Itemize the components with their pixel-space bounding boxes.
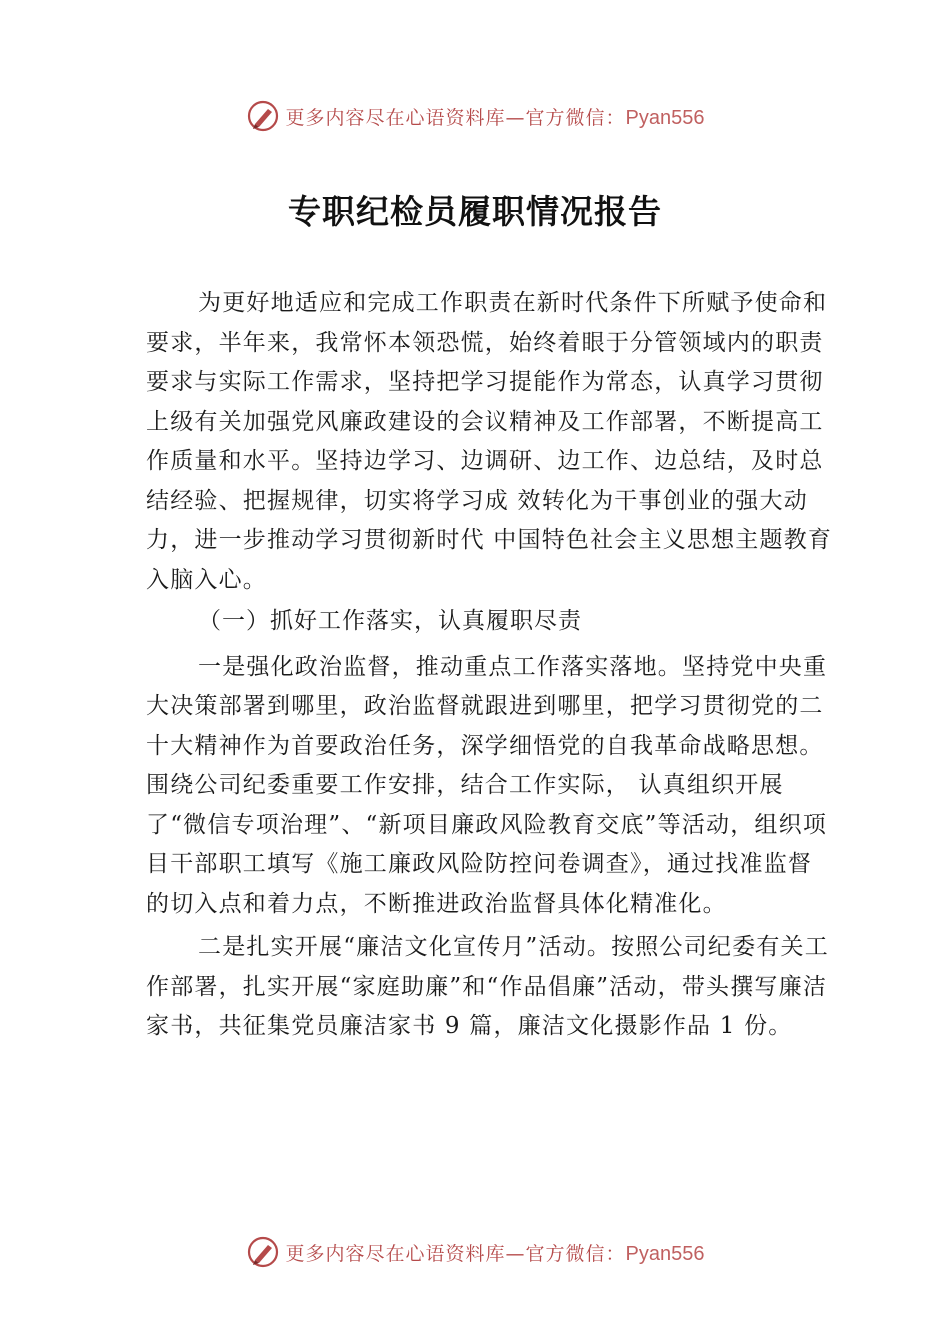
watermark-text: 更多内容尽在心语资料库—官方微信：Pyan556 — [285, 106, 705, 129]
pen-logo-icon — [246, 99, 280, 133]
paragraph-integrity-month: 二是扎实开展“廉洁文化宣传月”活动。按照公司纪委有关工作部署，扎实开展“家庭助廉”和“作品倡廉”活动，带头撰写廉洁家书，共征集党员廉洁家书 9 篇，廉洁文化摄影作品 1 份。 — [146, 934, 829, 1039]
section-heading: （一）抓好工作落实，认真履职尽责 — [198, 608, 582, 634]
paragraph-political-supervision: 一是强化政治监督，推动重点工作落实落地。坚持党中央重大决策部署到哪里，政治监督就跟进到哪里，把学习贯彻党的二十大精神作为首要政治任务，深学细悟党的自我革命战略思想。围绕公司纪委重要工作安排，结合工作实际， 认真组织开展了“微信专项治理”、“新项目廉政风险教育交底”等活动，组织项目干部职工填写《施工廉政风险防控问卷调查》，通过找准监督的切入点和着力点，不断推进政治监督具体化精准化。 — [146, 653, 828, 917]
watermark-footer — [0, 1232, 950, 1272]
document-title: 专职纪检员履职情况报告 — [288, 192, 662, 231]
watermark-text: 更多内容尽在心语资料库—官方微信：Pyan556 — [285, 1242, 705, 1265]
document-body — [146, 284, 836, 1047]
watermark-header — [0, 96, 950, 136]
paragraph-intro: 为更好地适应和完成工作职责在新时代条件下所赋予使命和要求，半年来，我常怀本领恐慌，始终着眼于分管领域内的职责要求与实际工作需求，坚持把学习提能作为常态，认真学习贯彻上级有关加强党风廉政建设的会议精神及工作部署，不断提高工作质量和水平。坚持边学习、边调研、边工作、边总结，及时总结经验、把握规律，切实将学习成 效转化为干事创业的强大动力，进一步推动学习贯彻新时代 中国特色社会主义思想主题教育入脑入心。 — [146, 290, 833, 593]
pen-logo-icon — [246, 1235, 280, 1269]
